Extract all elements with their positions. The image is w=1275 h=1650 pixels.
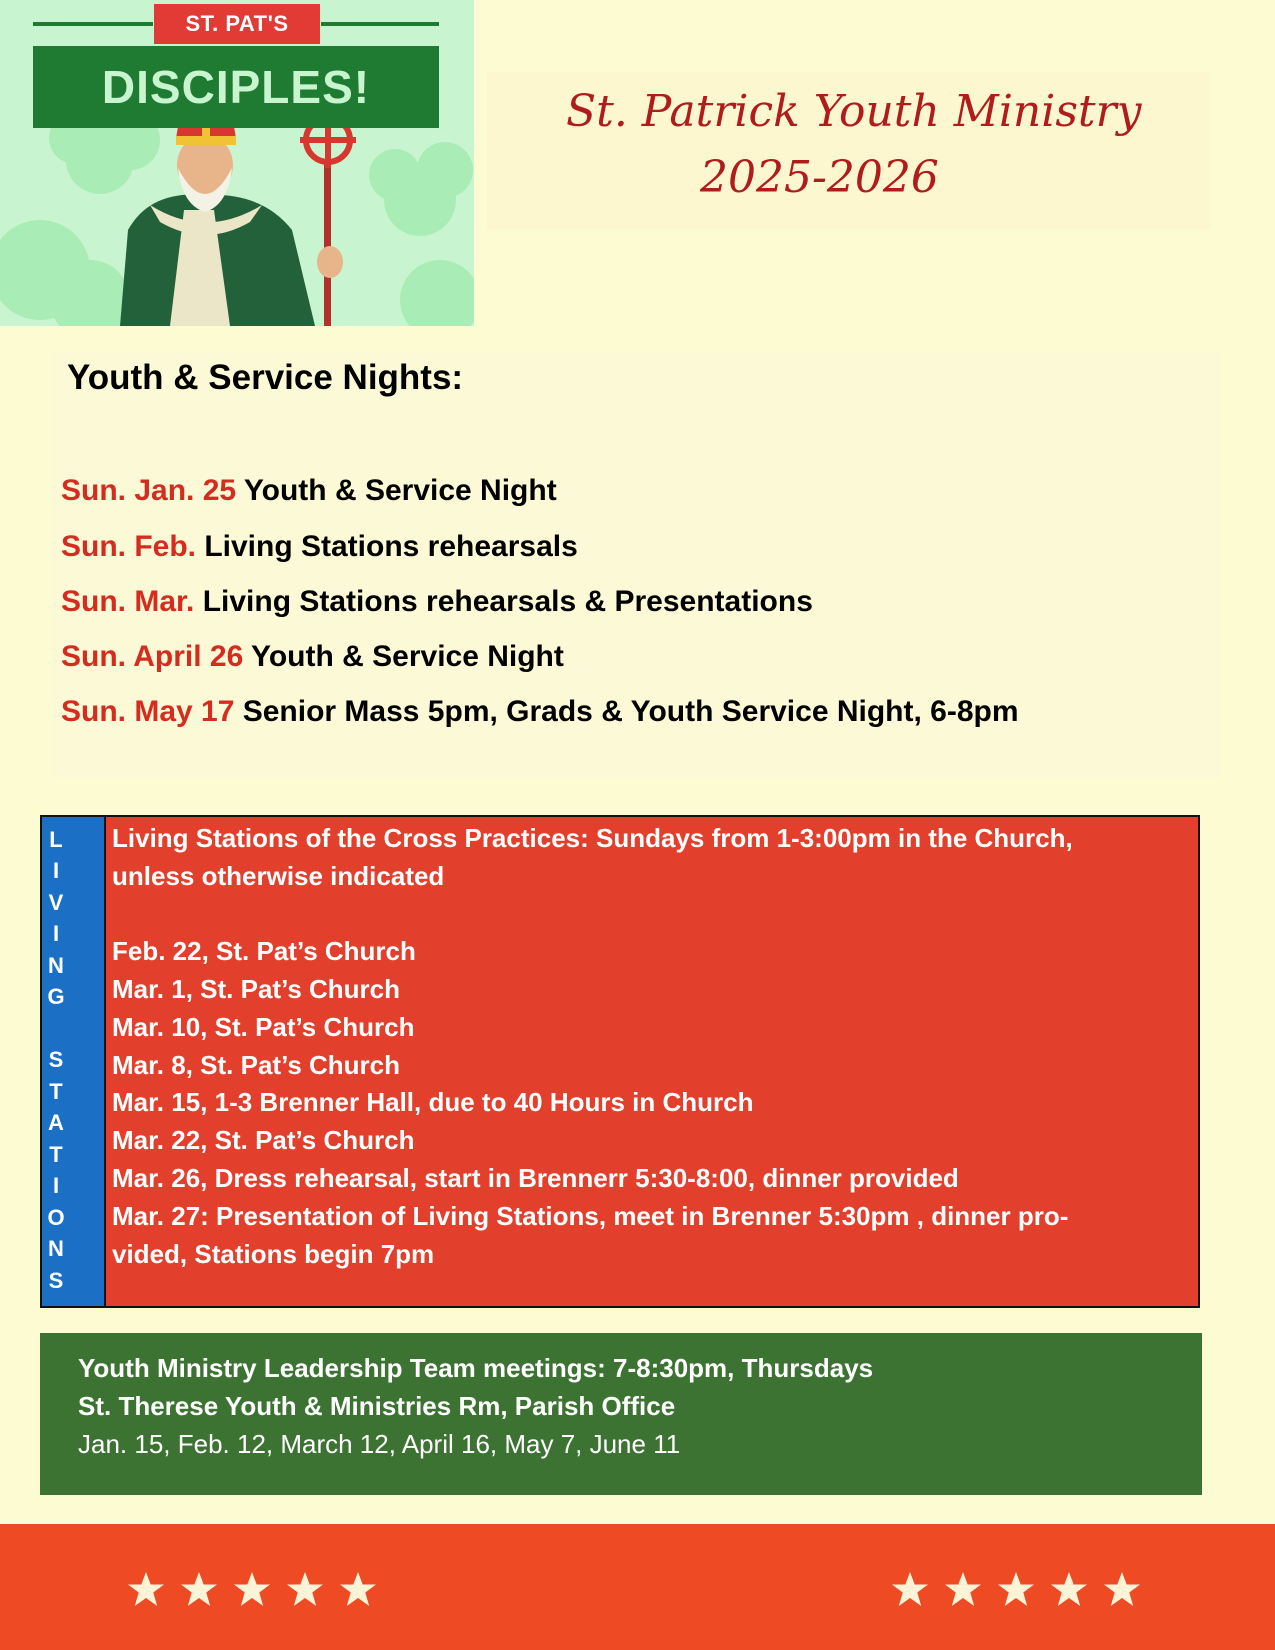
side-letter: N [48, 953, 64, 978]
event-date: Sun. May 17 [61, 695, 235, 728]
page-year: 2025-2026 [700, 152, 939, 203]
event-date: Sun. April 26 [61, 640, 244, 673]
event-item [61, 585, 813, 619]
stations-date: Mar. 10, St. Pat’s Church [112, 1012, 415, 1042]
event-description: Youth & Service Night [236, 474, 557, 507]
disciples-logo [0, 0, 474, 326]
footer-band [0, 1524, 1275, 1650]
youth-nights-heading: Youth & Service Nights: [67, 358, 464, 397]
leadership-meeting-place: St. Therese Youth & Ministries Rm, Parish Office [78, 1391, 676, 1421]
side-letter: T [49, 1079, 63, 1104]
stations-intro: unless otherwise indicated [112, 861, 445, 891]
side-letter: S [48, 1268, 64, 1293]
star-icon-group-right [890, 1570, 1150, 1610]
side-letter: I [52, 858, 60, 883]
side-letter: A [48, 1110, 64, 1135]
side-letter: L [49, 827, 63, 852]
stations-date: Mar. 15, 1-3 Brenner Hall, due to 40 Hours in Church [112, 1087, 754, 1117]
page-title: St. Patrick Youth Ministry [566, 86, 1142, 137]
side-letter: I [52, 1173, 60, 1198]
event-description: Youth & Service Night [243, 640, 564, 673]
leadership-meeting-time: Youth Ministry Leadership Team meetings: 7-8:30pm, Thursdays [78, 1353, 874, 1383]
event-item [61, 695, 1019, 729]
stations-date: Feb. 22, St. Pat’s Church [112, 936, 416, 966]
event-description: Living Stations rehearsals & Presentations [194, 585, 813, 618]
stations-date: vided, Stations begin 7pm [112, 1239, 435, 1269]
logo-tag: ST. PAT'S [154, 4, 320, 44]
side-letter: T [49, 1142, 63, 1167]
stations-date: Mar. 22, St. Pat’s Church [112, 1125, 415, 1155]
side-letter: N [48, 1236, 64, 1261]
living-stations-side-label [42, 817, 106, 1306]
side-letter: I [52, 921, 60, 946]
stations-intro: Living Stations of the Cross Practices: Sundays from 1-3:00pm in the Church, [112, 823, 1073, 853]
event-item [61, 530, 578, 564]
star-icon-group-left [126, 1570, 386, 1610]
stations-date: Mar. 26, Dress rehearsal, start in Brennerr 5:30-8:00, dinner provided [112, 1163, 959, 1193]
event-item [61, 640, 564, 674]
logo-banner: DISCIPLES! [33, 46, 439, 128]
event-date: Sun. Jan. 25 [61, 474, 237, 507]
stations-date: Mar. 1, St. Pat’s Church [112, 974, 401, 1004]
leadership-team-box [40, 1333, 1202, 1495]
event-description: Living Stations rehearsals [196, 530, 578, 563]
side-letter: O [47, 1205, 65, 1230]
event-date: Sun. Mar. [61, 585, 195, 618]
event-date: Sun. Feb. [61, 530, 196, 563]
side-letter: G [47, 984, 65, 1009]
leadership-meeting-dates: Jan. 15, Feb. 12, March 12, April 16, May 7, June 11 [78, 1429, 681, 1459]
stations-date: Mar. 27: Presentation of Living Stations, meet in Brenner 5:30pm , dinner pro- [112, 1201, 1069, 1231]
event-description: Senior Mass 5pm, Grads & Youth Service Night, 6-8pm [234, 695, 1019, 728]
side-letter: V [48, 890, 64, 915]
stations-date: Mar. 8, St. Pat’s Church [112, 1050, 401, 1080]
side-letter: S [48, 1047, 64, 1072]
event-item [61, 474, 557, 508]
